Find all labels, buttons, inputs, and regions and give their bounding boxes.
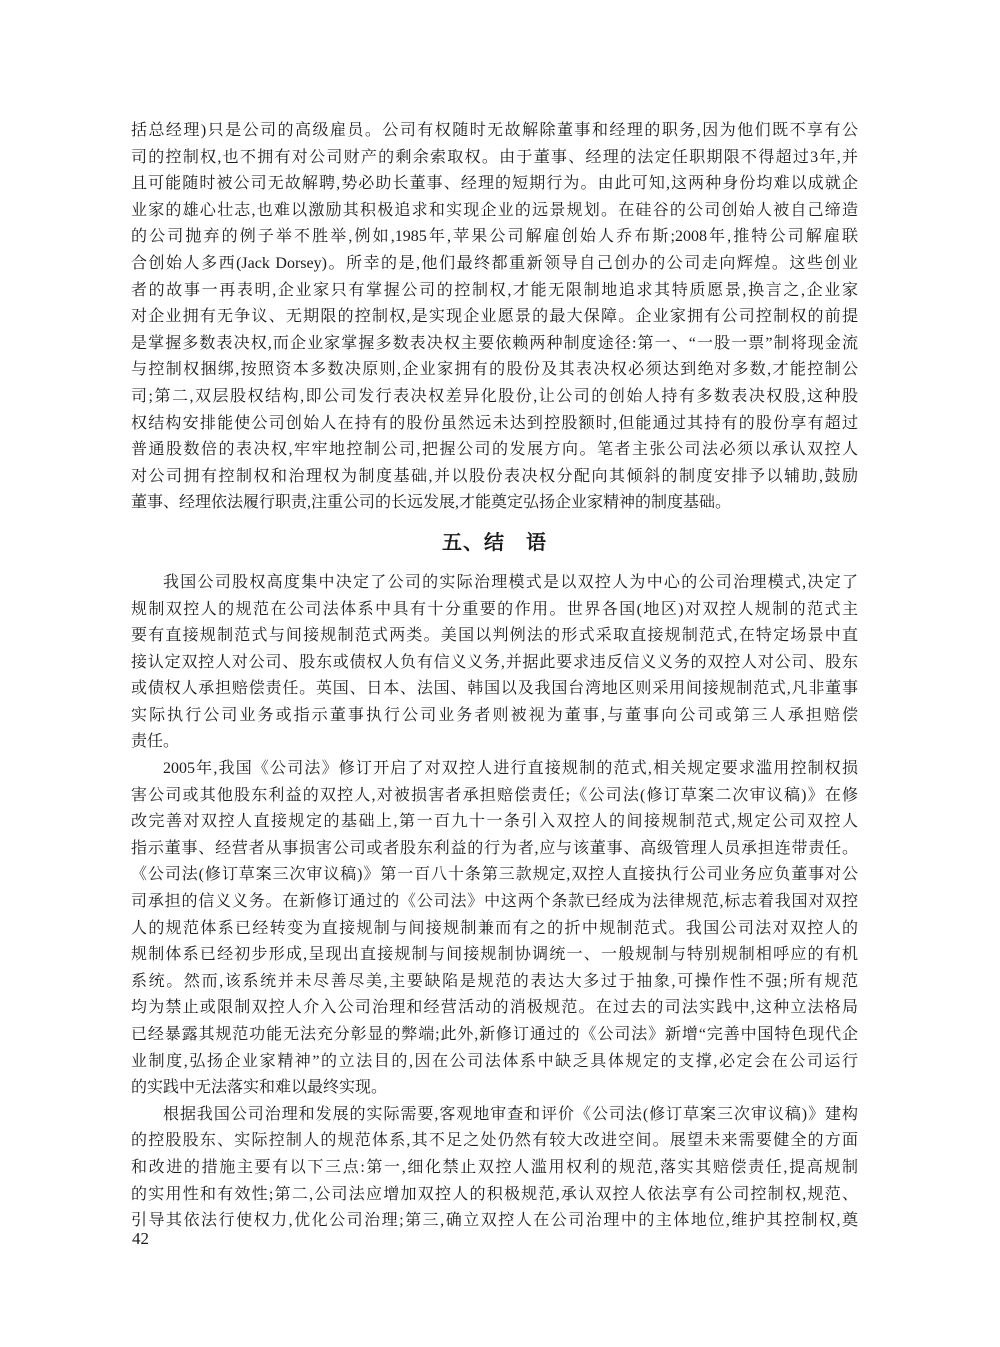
text-line: 我国公司股权高度集中决定了公司的实际治理模式是以双控人为中心的公司治理模式,决定了 (163, 573, 858, 591)
text-column (131, 118, 858, 1235)
text-line: 的公司抛弃的例子举不胜举,例如,1985年,苹果公司解雇创始人乔布斯;2008年,推特公司解雇联 (131, 228, 858, 246)
text-line: 责任。 (131, 733, 180, 751)
text-line: 改完善对双控人直接规定的基础上,第一百九十一条引入双控人的间接规制范式,规定公司双控人 (131, 813, 858, 831)
text-line: 对公司拥有控制权和治理权为制度基础,并以股份表决权分配向其倾斜的制度安排予以辅助,鼓励 (131, 467, 858, 485)
text-line: 业家的雄心壮志,也难以激励其积极追求和实现企业的远景规划。在硅谷的公司创始人被自己缔造 (131, 201, 858, 219)
text-line: 《公司法(修订草案三次审议稿)》第一百八十条第三款规定,双控人直接执行公司业务应负董事对公 (131, 866, 858, 884)
text-line: 根据我国公司治理和发展的实际需要,客观地审查和评价《公司法(修订草案三次审议稿)》建构 (163, 1105, 858, 1123)
text-line: 规制体系已经初步形成,呈现出直接规制与间接规制协调统一、一般规制与特别规制相呼应的有机 (131, 946, 858, 964)
text-line: 2005年,我国《公司法》修订开启了对双控人进行直接规制的范式,相关规定要求滥用控制权损 (163, 760, 858, 778)
text-line: 人的规范体系已经转变为直接规制与间接规制兼而有之的折中规制范式。我国公司法对双控人的 (131, 919, 858, 937)
text-line: 普通股数倍的表决权,牢牢地控制公司,把握公司的发展方向。笔者主张公司法必须以承认双控人 (131, 441, 858, 459)
text-line: 要有直接规制范式与间接规制范式两类。美国以判例法的形式采取直接规制范式,在特定场景中直 (131, 627, 858, 645)
text-line: 董事、经理依法履行职责,注重公司的长远发展,才能奠定弘扬企业家精神的制度基础。 (131, 494, 732, 512)
text-line: 与控制权捆绑,按照资本多数决原则,企业家拥有的股份及其表决权必须达到绝对多数,才能控制公 (131, 361, 858, 379)
text-line: 和改进的措施主要有以下三点:第一,细化禁止双控人滥用权利的规范,落实其赔偿责任,提高规制 (131, 1158, 858, 1176)
text-line: 对企业拥有无争议、无期限的控制权,是实现企业愿景的最大保障。企业家拥有公司控制权的前提 (131, 308, 858, 326)
text-line: 司承担的信义义务。在新修订通过的《公司法》中这两个条款已经成为法律规范,标志着我国对双控 (131, 893, 858, 911)
text-line: 且可能随时被公司无故解聘,势必助长董事、经理的短期行为。由此可知,这两种身份均难以成就企 (131, 175, 858, 193)
text-line: 司的控制权,也不拥有对公司财产的剩余索取权。由于董事、经理的法定任职期限不得超过3年,并 (131, 148, 858, 166)
text-line: 系统。然而,该系统并未尽善尽美,主要缺陷是规范的表达大多过于抽象,可操作性不强;所有规范 (131, 972, 858, 990)
text-line: 指示董事、经营者从事损害公司或者股东利益的行为者,应与该董事、高级管理人员承担连带责任。 (131, 839, 858, 857)
text-line: 已经暴露其规范功能无法充分彰显的弊端;此外,新修订通过的《公司法》新增“完善中国特色现代企 (131, 1026, 858, 1043)
text-line: 引导其依法行使权力,优化公司治理;第三,确立双控人在公司治理中的主体地位,维护其控制权,奠 (131, 1212, 858, 1230)
conclusion-section (131, 570, 858, 1235)
continued-paragraph (131, 118, 858, 517)
text-line: 者的故事一再表明,企业家只有掌握公司的控制权,才能无限制地追求其特质愿景,换言之,企业家 (131, 281, 858, 299)
text-line: 均为禁止或限制双控人介入公司治理和经营活动的消极规范。在过去的司法实践中,这种立法格局 (131, 999, 858, 1017)
text-line: 的实用性和有效性;第二,公司法应增加双控人的积极规范,承认双控人依法享有公司控制权,规范、 (131, 1185, 858, 1203)
text-line: 业制度,弘扬企业家精神”的立法目的,因在公司法体系中缺乏具体规定的支撑,必定会在公司运行 (131, 1052, 858, 1070)
text-line: 括总经理)只是公司的高级雇员。公司有权随时无故解除董事和经理的职务,因为他们既不享有公 (131, 122, 858, 139)
text-line: 的控股股东、实际控制人的规范体系,其不足之处仍然有较大改进空间。展望未来需要健全的方面 (131, 1132, 858, 1150)
text-line: 规制双控人的规范在公司法体系中具有十分重要的作用。世界各国(地区)对双控人规制的范式主 (131, 600, 858, 618)
text-line: 接认定双控人对公司、股东或债权人负有信义义务,并据此要求违反信义义务的双控人对公司、股东 (131, 653, 858, 671)
section-heading: 五、结 语 (442, 531, 547, 554)
text-line: 实际执行公司业务或指示董事执行公司业务者则被视为董事,与董事向公司或第三人承担赔偿 (131, 706, 858, 724)
text-line: 的实践中无法落实和难以最终实现。 (131, 1079, 388, 1097)
page-number: 42 (132, 1229, 149, 1248)
text-line: 司;第二,双层股权结构,即公司发行表决权差异化股份,让公司的创始人持有多数表决权股,这种股 (131, 387, 858, 405)
text-line: 合创始人多西(Jack Dorsey)。所幸的是,他们最终都重新领导自己创办的公司走向辉煌。这些创业 (131, 254, 858, 272)
text-line: 害公司或其他股东利益的双控人,对被损害者承担赔偿责任;《公司法(修订草案二次审议稿)》在修 (131, 786, 858, 804)
text-line: 或债权人承担赔偿责任。英国、日本、法国、韩国以及我国台湾地区则采用间接规制范式,凡非董事 (131, 680, 858, 698)
text-line: 是掌握多数表决权,而企业家掌握多数表决权主要依赖两种制度途径:第一、“一股一票”制将现金流 (131, 334, 858, 352)
text-line: 权结构安排能使公司创始人在持有的股份虽然远未达到控股额时,但能通过其持有的股份享有超过 (131, 414, 858, 432)
